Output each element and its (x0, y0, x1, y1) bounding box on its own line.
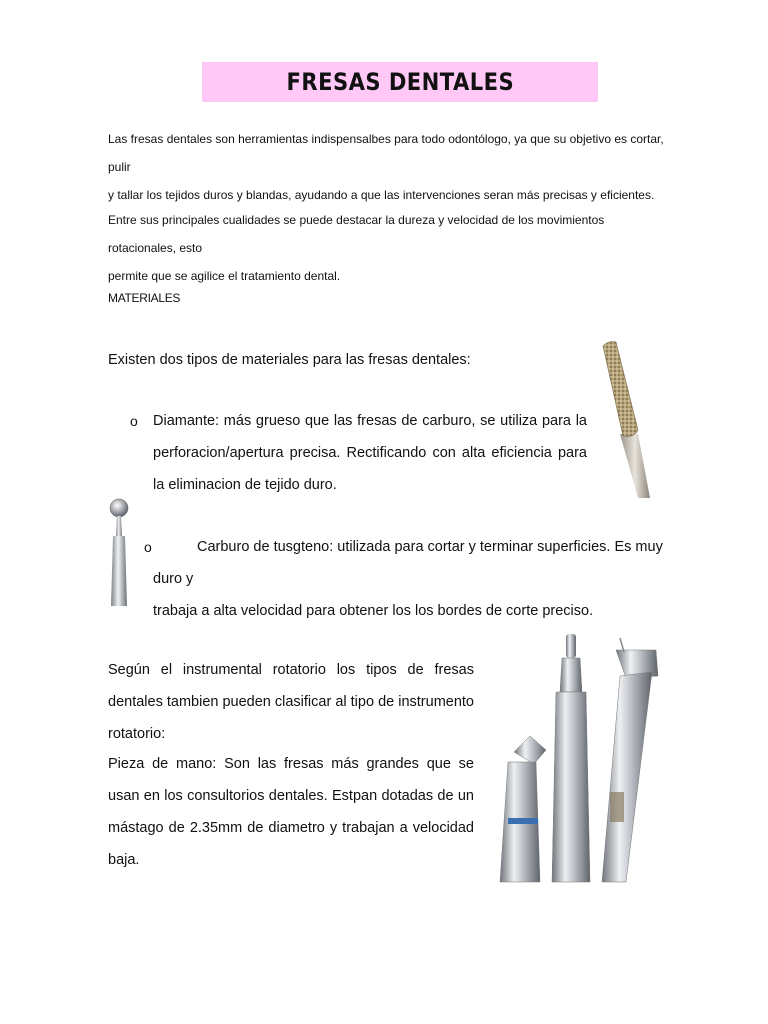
qualities-line-1: Entre sus principales cualidades se puede destacar la dureza y velocidad de los movimientos rotacionales, esto (108, 213, 605, 255)
diamante-paragraph: Diamante: más grueso que las fresas de carburo, se utiliza para la perforacion/apertura precisa. Rectificando con alta eficiencia para la eliminacion de tejido duro. (153, 413, 587, 493)
intro-line-2: y tallar los tejidos duros y blandas, ayudando a que las intervenciones seran más precisas y eficientes. (108, 188, 655, 202)
intro-paragraph (108, 125, 668, 209)
diamond-bur-image (598, 338, 658, 500)
carbide-bur-image (105, 496, 135, 606)
page-title: FRESAS DENTALES (286, 68, 514, 96)
handpieces-image (486, 632, 666, 890)
materials-intro: Existen dos tipos de materiales para las fresas dentales: (108, 352, 471, 368)
intro-line-1: Las fresas dentales son herramientas indispensalbes para todo odontólogo, ya que su objetivo es cortar, pulir (108, 132, 664, 174)
carburo-line-1: Carburo de tusgteno: utilizada para cortar y terminar superficies. Es muy duro y (153, 539, 663, 587)
title-banner (202, 62, 598, 102)
qualities-paragraph (108, 206, 668, 290)
qualities-line-2: permite que se agilice el tratamiento dental. (108, 269, 341, 283)
pieza-de-mano-paragraph: Pieza de mano: Son las fresas más grandes que se usan en los consultorios dentales. Estpan dotadas de un mástago de 2.35mm de diametro y trabajan a velocidad baja. (108, 756, 474, 868)
bullet-diamante: o (130, 413, 138, 429)
materials-heading: MATERIALES (108, 291, 181, 305)
bullet-carburo: o (144, 539, 152, 555)
rotary-intro-paragraph: Según el instrumental rotatorio los tipos de fresas dentales tambien pueden clasificar al tipo de instrumento rotatorio: (108, 662, 474, 742)
carburo-paragraph (153, 531, 673, 627)
carburo-line-2: trabaja a alta velocidad para obtener los los bordes de corte preciso. (153, 603, 594, 619)
